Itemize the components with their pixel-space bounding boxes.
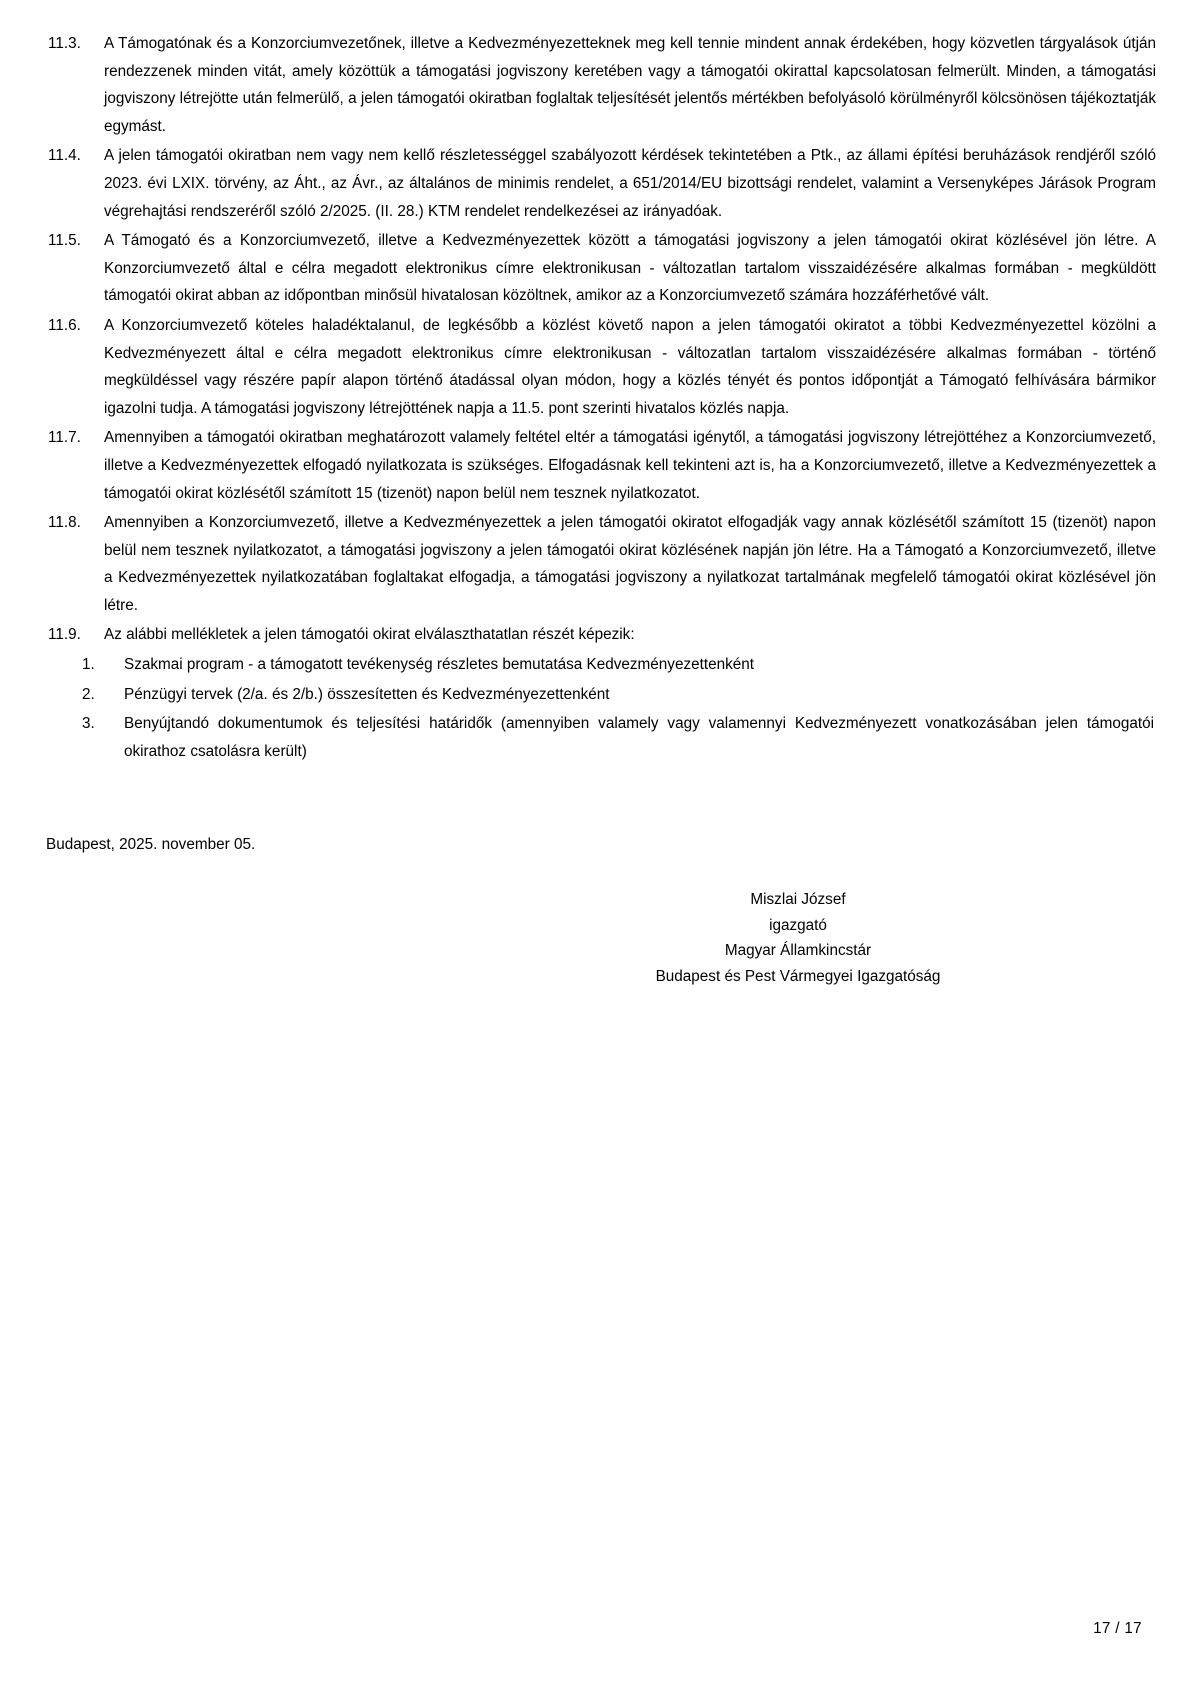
place-and-date: Budapest, 2025. november 05. — [46, 836, 256, 854]
attachments-list — [46, 651, 1156, 765]
clause-text: A jelen támogatói okiratban nem vagy nem kellő részletességgel szabályozott kérdések tekintetében a Ptk., az állami építési beruházások rendjéről szóló 2023. évi LXIX. törvény, az Áht., az Ávr., az általános de minimis rendelet, a 651/2014/EU bizottsági rendelet, valamint a Versenyképes Járások Program végrehajtási rendszeréről szóló 2/2025. (II. 28.) KTM rendelet rendelkezései az irányadóak. — [104, 147, 1156, 220]
attachment-item — [46, 681, 1156, 709]
signatory-title: igazgató — [769, 916, 827, 934]
attachment-text: Szakmai program - a támogatott tevékenység részletes bemutatása Kedvezményezettenként — [124, 656, 755, 674]
document-body — [46, 30, 1156, 989]
clause-11-7 — [46, 424, 1156, 507]
attachment-item — [46, 710, 1156, 765]
clause-text: Az alábbi mellékletek a jelen támogatói okirat elválaszthatatlan részét képezik: — [104, 626, 635, 644]
clause-number: 11.7. — [48, 429, 81, 447]
clause-text: A Támogatónak és a Konzorciumvezetőnek, illetve a Kedvezményezetteknek meg kell tennie mindent annak érdekében, hogy közvetlen tárgyalások útján rendezzenek minden vitát, amely közöttük a támogatási jogviszony keretében vagy a támogatói okirattal kapcsolatosan felmerült. Minden, a támogatási jogviszony létrejötte után felmerülő, a jelen támogatói okiratban foglaltak teljesítését jelentős mértékben befolyásoló körülményről kölcsönösen tájékoztatják egymást. — [104, 35, 1156, 135]
clause-number: 11.5. — [48, 232, 81, 250]
clause-text: A Konzorciumvezető köteles haladéktalanul, de legkésőbb a közlést követő napon a jelen támogatói okiratot a többi Kedvezményezettel közölni a Kedvezményezett által e célra megadott elektronikus címre elektronikusan - változatlan tartalom visszaidézésére alkalmas formában - történő megküldéssel vagy részére papír alapon történő átadással olyan módon, hogy a közlés tényét és pontos időpontját a Támogató felhívására bármikor igazolni tudja. A támogatási jogviszony létrejöttének napja a 11.5. pont szerinti hivatalos közlés napja. — [104, 316, 1156, 417]
signatory-department: Budapest és Pest Vármegyei Igazgatóság — [655, 967, 941, 985]
page-number-footer: 17 / 17 — [1093, 1620, 1142, 1637]
clause-text: A Támogató és a Konzorciumvezető, illetve a Kedvezményezettek között a támogatási jogviszony a jelen támogatói okirat közlésével jön létre. A Konzorciumvezető által e célra megadott elektronikus címre elektronikusan - változatlan tartalom visszaidézésére alkalmas formában - megküldött támogatói okirat abban az időpontban minősül hivatalosan közöltnek, amikor az a Konzorciumvezető számára hozzáférhetővé vált. — [104, 232, 1156, 305]
clause-number: 11.8. — [48, 514, 81, 532]
clause-text: Amennyiben a támogatói okiratban meghatározott valamely feltétel eltér a támogatási igénytől, a támogatási jogviszony létrejöttéhez a Konzorciumvezető, illetve a Kedvezményezettek elfogadó nyilatkozata is szükséges. Elfogadásnak kell tekinteni azt is, ha a Konzorciumvezető, illetve a Kedvezményezettek a támogatói okirat közlésétől számított 15 (tizenöt) napon belül nem tesznek nyilatkozatot. — [104, 429, 1156, 502]
attachment-text: Pénzügyi tervek (2/a. és 2/b.) összesítetten és Kedvezményezettenként — [124, 685, 610, 703]
clause-11-3 — [46, 30, 1156, 140]
clause-number: 11.9. — [48, 626, 81, 644]
attachment-text: Benyújtandó dokumentumok és teljesítési határidők (amennyiben valamely vagy valamennyi Kedvezményezett vonatkozásában jelen támogatói okirathoz csatolásra került) — [124, 715, 1154, 760]
signature-block — [448, 887, 1148, 989]
clause-11-8 — [46, 509, 1156, 619]
signatory-name: Miszlai József — [750, 891, 846, 909]
clause-number: 11.4. — [48, 147, 81, 165]
clause-text: Amennyiben a Konzorciumvezető, illetve a Kedvezményezettek a jelen támogatói okiratot elfogadják vagy annak közlésétől számított 15 (tizenöt) napon belül nem tesznek nyilatkozatot, a támogatási jogviszony a jelen támogatói okirat közlésének napján jön létre. Ha a Támogató a Konzorciumvezető, illetve a Kedvezményezettek nyilatkozatában foglaltakat elfogadja, a támogatási jogviszony a nyilatkozat tartalmának megfelelő támogatói okirat közlésével jön létre. — [104, 514, 1156, 614]
attachment-item — [46, 651, 1156, 679]
clause-number: 11.3. — [48, 35, 81, 52]
clause-11-4 — [46, 142, 1156, 225]
attachment-number: 1. — [82, 656, 95, 674]
attachment-number: 2. — [82, 685, 95, 703]
clause-11-6 — [46, 312, 1156, 422]
signatory-organization: Magyar Államkincstár — [724, 942, 872, 960]
clause-11-5 — [46, 227, 1156, 310]
attachment-number: 3. — [82, 715, 95, 733]
clause-11-9 — [46, 621, 1156, 649]
clause-number: 11.6. — [48, 316, 81, 334]
